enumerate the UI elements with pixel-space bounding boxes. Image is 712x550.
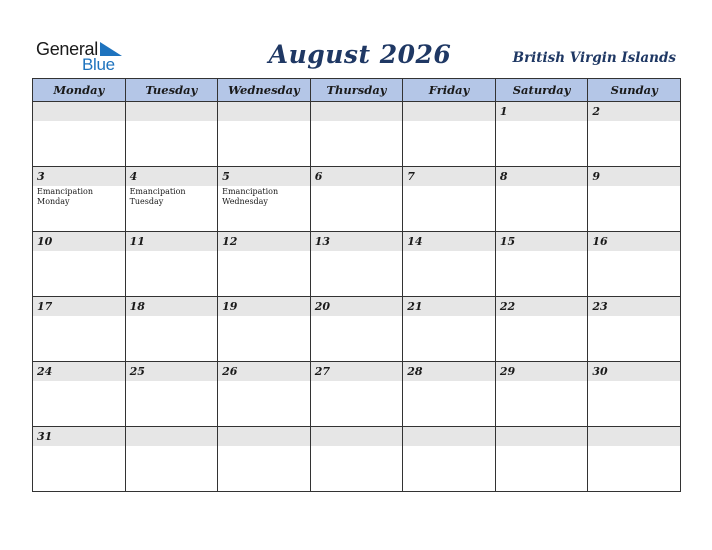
day-number: 11	[129, 235, 145, 248]
day-cell[interactable]	[218, 232, 311, 297]
week-row	[33, 102, 681, 167]
day-cell[interactable]	[33, 232, 126, 297]
weekday-header: Thursday	[310, 79, 403, 102]
day-number-band	[403, 102, 495, 121]
day-number-band	[496, 167, 588, 186]
day-number: 14	[407, 235, 423, 248]
day-number: 3	[37, 170, 45, 183]
day-number: 30	[592, 365, 608, 378]
day-cell[interactable]	[33, 362, 126, 427]
day-cell[interactable]	[403, 232, 496, 297]
day-number: 8	[499, 170, 508, 183]
day-cell[interactable]	[218, 297, 311, 362]
calendar-grid	[32, 78, 681, 492]
holiday-label: Emancipation Monday	[37, 187, 94, 206]
day-number: 1	[499, 105, 508, 118]
day-number: 16	[592, 235, 608, 248]
day-cell[interactable]	[125, 362, 218, 427]
day-cell[interactable]	[218, 102, 311, 167]
day-number-band	[311, 102, 403, 121]
day-cell[interactable]	[33, 427, 126, 492]
calendar-title: August 2026	[268, 40, 452, 69]
day-cell[interactable]	[403, 297, 496, 362]
weekday-header: Tuesday	[125, 79, 218, 102]
weekday-header: Saturday	[495, 79, 588, 102]
day-cell[interactable]	[495, 297, 588, 362]
day-number-band	[588, 102, 680, 121]
day-cell[interactable]	[125, 427, 218, 492]
day-number: 25	[129, 365, 145, 378]
day-cell[interactable]	[495, 232, 588, 297]
day-number-band	[218, 102, 310, 121]
day-number-band	[218, 427, 310, 446]
day-cell[interactable]	[310, 297, 403, 362]
day-number: 10	[37, 235, 53, 248]
day-number: 21	[407, 300, 423, 313]
day-number-band	[403, 427, 495, 446]
logo-text-blue: Blue	[82, 55, 115, 74]
day-number: 19	[222, 300, 238, 313]
day-cell[interactable]	[403, 102, 496, 167]
day-cell[interactable]	[588, 362, 681, 427]
day-number: 5	[222, 170, 230, 183]
day-number: 15	[499, 235, 516, 248]
generalblue-logo	[36, 39, 128, 75]
day-cell[interactable]	[403, 362, 496, 427]
day-number: 4	[129, 170, 138, 183]
day-number-band	[588, 167, 680, 186]
day-number: 28	[407, 365, 423, 378]
day-number: 9	[592, 170, 601, 183]
day-number: 17	[37, 300, 53, 313]
day-cell[interactable]	[495, 427, 588, 492]
day-cell[interactable]	[33, 102, 126, 167]
day-number: 18	[129, 300, 145, 313]
day-cell[interactable]	[125, 102, 218, 167]
week-row	[33, 362, 681, 427]
day-cell[interactable]	[125, 232, 218, 297]
day-number: 13	[314, 235, 330, 248]
day-number: 22	[499, 300, 516, 313]
day-cell[interactable]	[403, 167, 496, 232]
day-number-band	[588, 427, 680, 446]
day-number-band	[311, 167, 403, 186]
day-number: 20	[314, 300, 330, 313]
day-cell[interactable]	[495, 102, 588, 167]
weekday-header: Monday	[33, 79, 126, 102]
day-cell[interactable]	[218, 167, 311, 232]
day-cell[interactable]	[588, 232, 681, 297]
day-number: 2	[592, 105, 601, 118]
week-row	[33, 232, 681, 297]
day-cell[interactable]	[403, 427, 496, 492]
holiday-label: Emancipation Wednesday	[222, 187, 279, 206]
day-number: 27	[314, 365, 330, 378]
day-number-band	[33, 102, 125, 121]
day-cell[interactable]	[33, 167, 126, 232]
day-cell[interactable]	[218, 427, 311, 492]
day-cell[interactable]	[588, 167, 681, 232]
day-cell[interactable]	[310, 362, 403, 427]
day-number-band	[496, 102, 588, 121]
day-number: 7	[407, 170, 415, 183]
logo-triangle-icon	[100, 42, 122, 56]
day-number-band	[33, 167, 125, 186]
day-cell[interactable]	[588, 297, 681, 362]
day-number: 31	[37, 430, 53, 443]
holiday-label: Emancipation Tuesday	[129, 187, 186, 206]
day-number: 6	[314, 170, 323, 183]
day-cell[interactable]	[310, 102, 403, 167]
day-number-band	[126, 167, 218, 186]
day-number: 23	[592, 300, 608, 313]
day-cell[interactable]	[588, 102, 681, 167]
day-number-band	[126, 427, 218, 446]
day-number: 26	[222, 365, 238, 378]
day-number-band	[496, 427, 588, 446]
week-row	[33, 167, 681, 232]
day-cell[interactable]	[125, 167, 218, 232]
day-number-band	[218, 167, 310, 186]
country-name: British Virgin Islands	[512, 50, 676, 66]
day-number-band	[403, 167, 495, 186]
week-row	[33, 297, 681, 362]
day-cell[interactable]	[33, 297, 126, 362]
day-cell[interactable]	[218, 362, 311, 427]
day-cell[interactable]	[310, 427, 403, 492]
logo-text-general: General	[36, 39, 98, 59]
weekday-header: Friday	[403, 79, 496, 102]
day-cell[interactable]	[310, 232, 403, 297]
day-cell[interactable]	[310, 167, 403, 232]
day-number: 29	[499, 365, 516, 378]
day-cell[interactable]	[125, 297, 218, 362]
weekday-header: Wednesday	[218, 79, 311, 102]
day-cell[interactable]	[588, 427, 681, 492]
day-number: 12	[222, 235, 238, 248]
day-cell[interactable]	[495, 362, 588, 427]
week-row	[33, 427, 681, 492]
day-number: 24	[37, 365, 53, 378]
weekday-header: Sunday	[588, 79, 681, 102]
day-cell[interactable]	[495, 167, 588, 232]
day-number-band	[126, 102, 218, 121]
day-number-band	[311, 427, 403, 446]
weekday-header-row	[33, 79, 681, 102]
